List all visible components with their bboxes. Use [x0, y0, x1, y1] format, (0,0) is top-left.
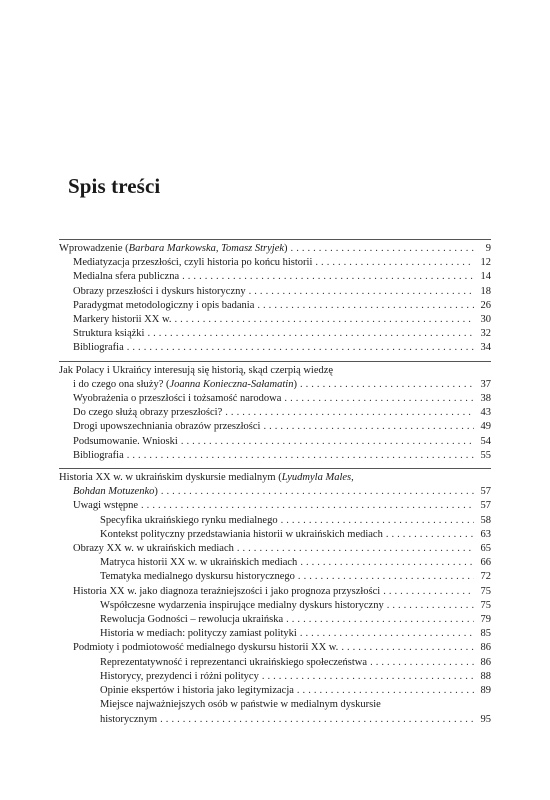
toc-entry	[59, 378, 491, 392]
entry-author: Barbara Markowska, Tomasz Stryjek	[128, 243, 285, 254]
entry-title-text: Historycy, prezydenci i różni politycy	[100, 670, 259, 682]
dot-leader	[127, 449, 474, 463]
page-number: 30	[480, 314, 491, 326]
entry-title	[73, 499, 138, 513]
dot-leader	[387, 599, 474, 613]
toc-entry	[59, 514, 491, 528]
entry-title	[73, 299, 254, 313]
entry-title-text: Reprezentatywność i reprezentanci ukraińskiego społeczeństwa	[100, 656, 368, 668]
dot-leader	[284, 392, 474, 406]
entry-title	[73, 641, 338, 655]
entry-title-text: Uwagi wstępne	[73, 500, 139, 512]
entry-title-line	[59, 364, 491, 378]
entry-title-text: Paradygmat metodologiczny i opis badania	[73, 299, 255, 311]
entry-title-text: Opinie ekspertów i historia jako legitymizacja	[100, 685, 294, 697]
entry-title	[73, 435, 178, 449]
entry-title-text: Obrazy XX w. w ukraińskich mediach	[73, 543, 234, 555]
dot-leader	[225, 406, 474, 420]
toc-section	[59, 239, 491, 361]
entry-title	[73, 341, 124, 355]
entry-title	[73, 327, 144, 341]
toc-entry	[59, 242, 491, 256]
page-number: 86	[480, 656, 491, 668]
entry-title	[100, 670, 259, 684]
dot-leader	[127, 341, 474, 355]
entry-title-text: Obrazy przeszłości i dyskurs historyczny	[73, 285, 246, 297]
toc-entry	[59, 435, 491, 449]
page-number: 57	[480, 486, 491, 498]
entry-title-text: i do czego ona służy? (	[73, 378, 170, 390]
entry-title-suffix: )	[293, 378, 297, 390]
entry-title-text: Specyfika ukraińskiego rynku medialnego	[100, 514, 278, 526]
entry-title	[100, 570, 295, 584]
dot-leader	[300, 556, 474, 570]
entry-author: Bohdan Motuzenko	[73, 486, 155, 498]
dot-leader	[182, 270, 474, 284]
toc-entry	[59, 499, 491, 513]
dot-leader	[161, 485, 474, 499]
dot-leader	[263, 420, 474, 434]
entry-title	[100, 556, 297, 570]
entry-title-text: Podsumowanie. Wnioski	[73, 435, 178, 447]
toc-entry	[59, 641, 491, 655]
entry-title	[73, 449, 124, 463]
page-number: 12	[480, 257, 491, 269]
toc-entry	[59, 656, 491, 670]
entry-title	[100, 713, 157, 727]
entry-title	[73, 485, 158, 499]
toc-section	[59, 361, 491, 468]
toc-entry	[59, 556, 491, 570]
entry-title	[73, 378, 297, 392]
entry-title	[100, 514, 278, 528]
entry-title-text: Współczesne wydarzenia inspirujące medialny dyskurs historyczny	[100, 599, 384, 611]
toc-entry	[59, 420, 491, 434]
dot-leader	[315, 256, 474, 270]
dot-leader	[370, 656, 474, 670]
page-number: 26	[480, 299, 491, 311]
page-number: 63	[480, 528, 491, 540]
entry-title	[73, 270, 179, 284]
entry-title-text: Wyobrażenia o przeszłości i tożsamość narodowa	[73, 393, 282, 405]
toc-entry	[59, 670, 491, 684]
toc-entry	[59, 599, 491, 613]
dot-leader	[181, 435, 474, 449]
page-number: 34	[480, 342, 491, 354]
dot-leader	[160, 713, 474, 727]
entry-title	[59, 242, 288, 256]
entry-title	[100, 684, 294, 698]
toc-entry	[59, 684, 491, 698]
page-number: 49	[480, 421, 491, 433]
dot-leader	[257, 299, 474, 313]
toc-entry	[59, 256, 491, 270]
toc-entry	[59, 285, 491, 299]
page-number: 89	[480, 685, 491, 697]
entry-title	[73, 256, 312, 270]
dot-leader	[237, 542, 474, 556]
dot-leader	[174, 313, 474, 327]
dot-leader	[291, 242, 474, 256]
entry-title	[73, 313, 171, 327]
dot-leader	[300, 627, 474, 641]
page-number: 95	[480, 713, 491, 725]
entry-title-text: Medialna sfera publiczna	[73, 271, 180, 283]
toc-entry	[59, 585, 491, 599]
toc-entry	[59, 528, 491, 542]
page-number: 79	[480, 614, 491, 626]
entry-title	[100, 599, 384, 613]
toc-section	[59, 468, 491, 732]
page-number: 57	[480, 500, 491, 512]
page-number: 66	[480, 557, 491, 569]
toc-entry	[59, 341, 491, 355]
dot-leader	[341, 641, 474, 655]
entry-title	[100, 627, 297, 641]
entry-title-text: Jak Polacy i Ukraińcy interesują się historią, skąd czerpią wiedzę	[59, 364, 334, 376]
toc-entry	[59, 449, 491, 463]
entry-title-text: Rewolucja Godności – rewolucja ukraińska	[100, 614, 284, 626]
page-number: 18	[480, 285, 491, 297]
entry-title-text: Matryca historii XX w. w ukraińskich mediach	[100, 557, 298, 569]
page-number: 55	[480, 449, 491, 461]
dot-leader	[298, 570, 474, 584]
entry-author: Lyudmyla Males,	[281, 472, 354, 484]
page-title: Spis treści	[68, 174, 161, 198]
toc-entry	[59, 406, 491, 420]
page-number: 54	[480, 435, 491, 447]
page-number: 14	[480, 271, 491, 283]
toc-entry	[59, 627, 491, 641]
entry-title	[73, 420, 260, 434]
entry-title	[73, 585, 380, 599]
entry-title-text: Drogi upowszechniania obrazów przeszłości	[73, 421, 261, 433]
entry-title	[73, 392, 281, 406]
entry-title-text: Kontekst polityczny przedstawiania historii w ukraińskich mediach	[100, 528, 383, 540]
page-number: 38	[480, 393, 491, 405]
toc-entry	[59, 313, 491, 327]
page-number: 65	[480, 543, 491, 555]
entry-title-text: Bibliografia	[73, 449, 124, 461]
page-number: 75	[480, 599, 491, 611]
toc-entry	[59, 542, 491, 556]
toc-entry	[59, 392, 491, 406]
entry-title-text: Bibliografia	[73, 342, 124, 354]
entry-title-line: Miejsce najważniejszych osób w państwie w medialnym dyskursie	[100, 699, 381, 711]
entry-author: Joanna Konieczna-Sałamatin	[169, 378, 294, 390]
entry-title-text: Historia w mediach: polityczy zamiast polityki	[100, 628, 297, 640]
page-number: 32	[480, 328, 491, 340]
page-number: 86	[480, 642, 491, 654]
page-number: 85	[480, 628, 491, 640]
page-number: 37	[480, 378, 491, 390]
entry-title-text: Markery historii XX w.	[73, 314, 172, 326]
dot-leader	[262, 670, 474, 684]
table-of-contents	[59, 239, 491, 732]
dot-leader	[383, 585, 474, 599]
entry-title-suffix: )	[284, 243, 288, 254]
dot-leader	[281, 514, 474, 528]
toc-entry	[59, 299, 491, 313]
toc-entry	[59, 327, 491, 341]
entry-title	[100, 656, 367, 670]
page-number: 9	[485, 243, 491, 254]
dot-leader	[386, 528, 474, 542]
page-number: 58	[480, 514, 491, 526]
entry-title	[73, 406, 222, 420]
entry-title-text: Historia XX w. jako diagnoza teraźniejszości i jako prognoza przyszłości	[73, 585, 381, 597]
dot-leader	[286, 613, 474, 627]
page-number: 75	[480, 585, 491, 597]
dot-leader	[300, 378, 474, 392]
dot-leader	[141, 499, 474, 513]
toc-entry	[59, 570, 491, 584]
entry-title-suffix: )	[154, 486, 158, 498]
dot-leader	[297, 684, 474, 698]
toc-entry	[59, 713, 491, 727]
entry-title-text: Tematyka medialnego dyskursu historycznego	[100, 571, 295, 583]
dot-leader	[147, 327, 474, 341]
entry-title-text: Wprowadzenie (	[59, 243, 129, 254]
dot-leader	[249, 285, 474, 299]
entry-title-text: historycznym	[100, 713, 158, 725]
entry-title	[73, 542, 234, 556]
page-number: 88	[480, 670, 491, 682]
toc-entry	[59, 270, 491, 284]
entry-title-text: Struktura książki	[73, 328, 145, 340]
entry-title	[73, 285, 246, 299]
entry-title-line	[59, 471, 491, 485]
entry-title	[100, 528, 383, 542]
entry-title-text: Podmioty i podmiotowość medialnego dyskursu historii XX w.	[73, 642, 339, 654]
page-number: 43	[480, 407, 491, 419]
toc-entry	[59, 613, 491, 627]
page-number: 72	[480, 571, 491, 583]
entry-title-text: Mediatyzacja przeszłości, czyli historia po końcu historii	[73, 257, 313, 269]
entry-title-text: Do czego służą obrazy przeszłości?	[73, 407, 223, 419]
entry-title-text: Historia XX w. w ukraińskim dyskursie medialnym (	[59, 472, 282, 484]
entry-title	[100, 613, 283, 627]
toc-entry	[59, 485, 491, 499]
